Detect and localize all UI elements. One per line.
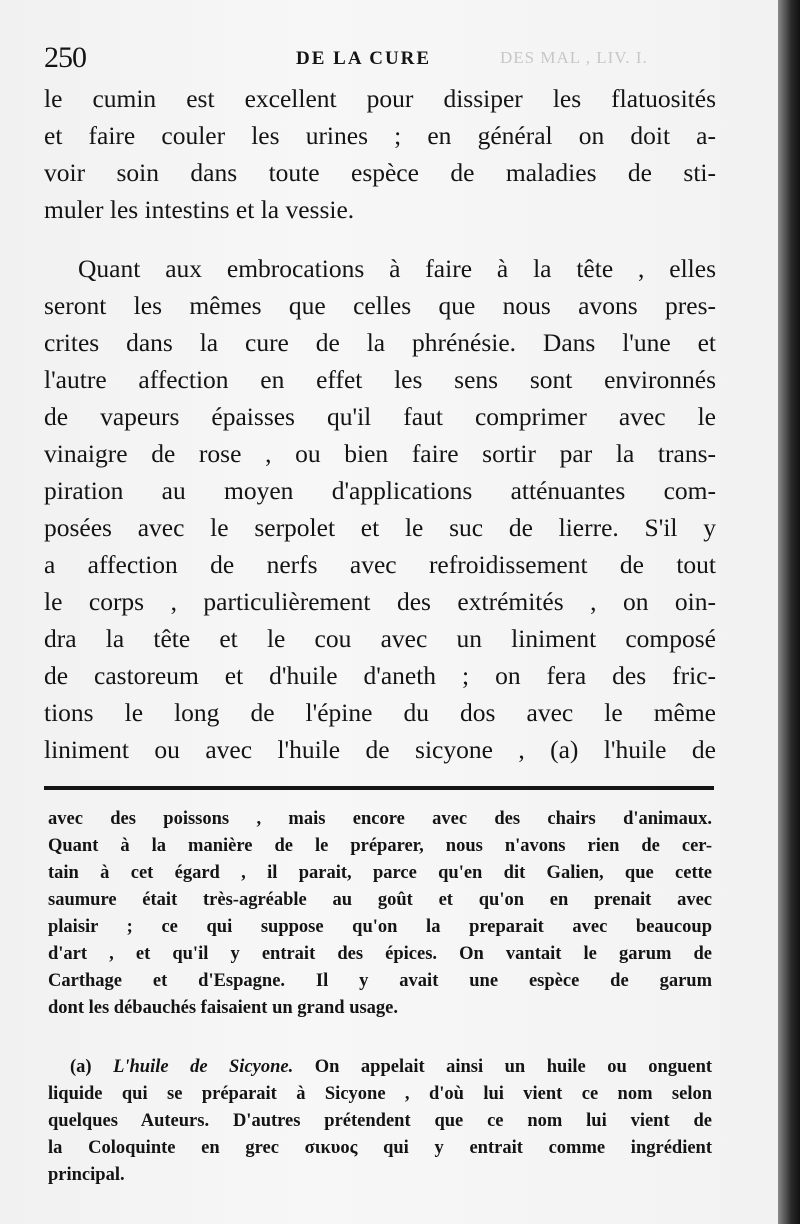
footnote-line: principal. xyxy=(48,1165,125,1185)
text-line: le cumin est excellent pour dissiper les flatuosités xyxy=(44,84,716,113)
main-text xyxy=(44,80,716,768)
footnote-line: quelques Auteurs. D'autres prétendent que ce nom lui vient de xyxy=(48,1111,712,1131)
text-line: vinaigre de rose , ou bien faire sortir par la trans- xyxy=(44,439,716,468)
footnote-line: saumure était très-agréable au goût et qu'on en prenait avec xyxy=(48,890,712,910)
footnote-line: la Coloquinte en grec σικυος qui y entrait comme ingrédient xyxy=(48,1138,712,1158)
footnote-title: L'huile de Sicyone. xyxy=(113,1057,294,1077)
text-line: Quant aux embrocations à faire à la tête , elles xyxy=(78,254,716,283)
footnote-line: dont les débauchés faisaient un grand usage. xyxy=(48,998,399,1018)
footnote-a xyxy=(48,1054,712,1189)
footnote-line: Quant à la manière de le préparer, nous n'avons rien de cer- xyxy=(48,836,712,856)
footnote-line: d'art , et qu'il y entrait des épices. On vantait le garum de xyxy=(48,944,712,964)
text-line: voir soin dans toute espèce de maladies de sti- xyxy=(44,158,716,187)
text-line: liniment ou avec l'huile de sicyone , (a) l'huile de xyxy=(44,735,716,764)
text-line: le corps , particulièrement des extrémités , on oin- xyxy=(44,587,716,616)
footnote-line: tain à cet égard , il parait, parce qu'en dit Galien, que cette xyxy=(48,863,712,883)
page-number: 250 xyxy=(44,41,86,74)
text-line: de castoreum et d'huile d'aneth ; on fera des fric- xyxy=(44,661,716,690)
footnote-line: Carthage et d'Espagne. Il y avait une espèce de garum xyxy=(48,971,712,991)
text-line: seront les mêmes que celles que nous avons pres- xyxy=(44,291,716,320)
page-edge-shadow xyxy=(778,0,800,1224)
footnote-line: plaisir ; ce qui suppose qu'on la preparait avec beaucoup xyxy=(48,917,712,937)
text-line: crites dans la cure de la phrénésie. Dans l'une et xyxy=(44,328,716,357)
footnote-line: liquide qui se préparait à Sicyone , d'où lui vient ce nom selon xyxy=(48,1084,712,1104)
text-line: dra la tête et le cou avec un liniment composé xyxy=(44,624,716,653)
text-line: tions le long de l'épine du dos avec le même xyxy=(44,698,716,727)
text-line: et faire couler les urines ; en général on doit a- xyxy=(44,121,716,150)
text-line: l'autre affection en effet les sens sont environnés xyxy=(44,365,716,394)
footnote-line: avec des poissons , mais encore avec des chairs d'animaux. xyxy=(48,809,712,829)
footnote-line xyxy=(48,1054,712,1081)
text-line: posées avec le serpolet et le suc de lierre. S'il y xyxy=(44,513,716,542)
footnote-first-line-rest: On appelait ainsi un huile ou onguent xyxy=(314,1057,713,1077)
text-line: muler les intestins et la vessie. xyxy=(44,195,355,224)
text-line: de vapeurs épaisses qu'il faut comprimer avec le xyxy=(44,402,716,431)
text-line: piration au moyen d'applications atténuantes com- xyxy=(44,476,716,505)
footnote-rule xyxy=(44,786,714,790)
bleed-through-text: DES MAL , LIV. I. xyxy=(500,48,648,67)
paragraph-gap xyxy=(44,228,716,250)
running-title: DE LA CURE xyxy=(296,48,432,69)
footnote-marker: (a) xyxy=(70,1057,92,1077)
footnote-continued xyxy=(48,806,712,1022)
text-line: a affection de nerfs avec refroidissement de tout xyxy=(44,550,716,579)
